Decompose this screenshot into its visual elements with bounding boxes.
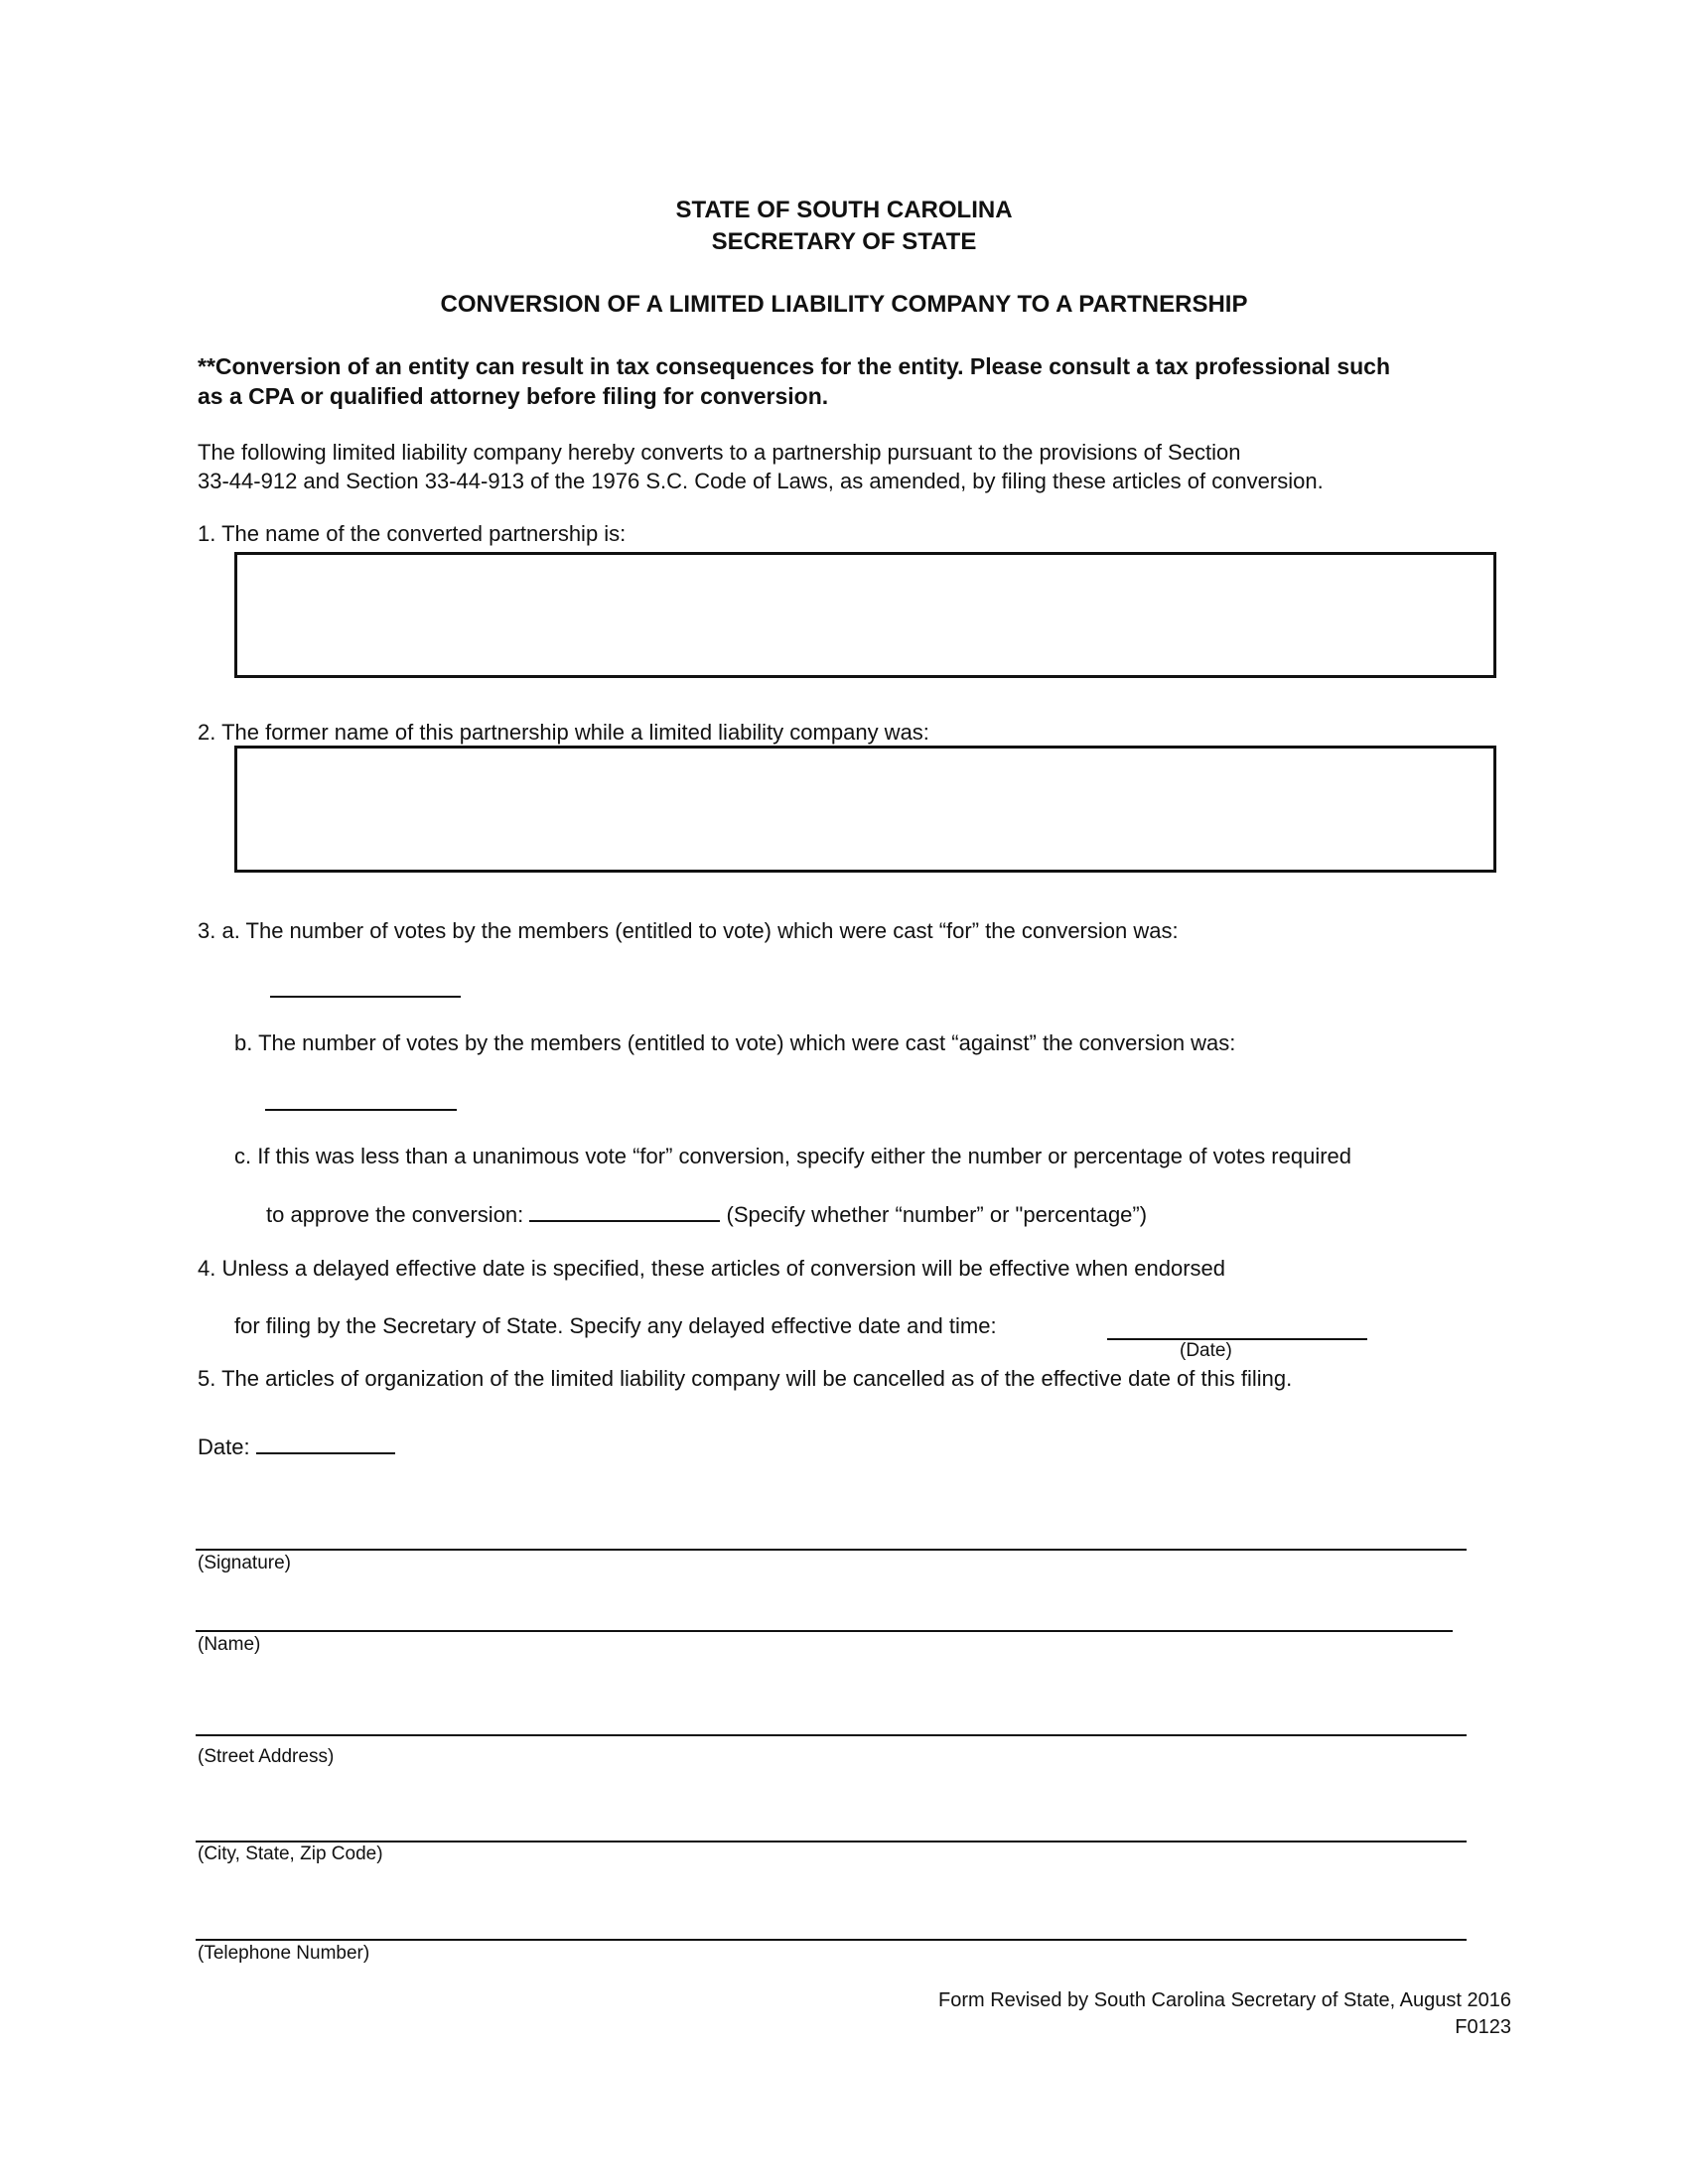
votes-required-field[interactable] bbox=[529, 1200, 720, 1222]
item5-label: 5. The articles of organization of the limited liability company will be cancelled as of the effective date of this filing. bbox=[198, 1366, 1293, 1391]
name-caption: (Name) bbox=[198, 1634, 261, 1655]
item3c-line2 bbox=[266, 1200, 1147, 1228]
item1-label: 1. The name of the converted partnership is: bbox=[198, 521, 627, 546]
date-caption: (Date) bbox=[1180, 1340, 1232, 1361]
city-state-zip-caption: (City, State, Zip Code) bbox=[198, 1843, 383, 1864]
intro-line1: The following limited liability company hereby converts to a partnership pursuant to the provisions of Section bbox=[198, 440, 1241, 465]
item3c-line1: c. If this was less than a unanimous vote “for” conversion, specify either the number or percentage of votes required bbox=[234, 1144, 1352, 1168]
votes-against-field[interactable] bbox=[265, 1109, 457, 1111]
item4-line2: for filing by the Secretary of State. Specify any delayed effective date and time: bbox=[234, 1313, 997, 1338]
name-field[interactable] bbox=[196, 1630, 1453, 1632]
telephone-caption: (Telephone Number) bbox=[198, 1943, 370, 1964]
votes-for-field[interactable] bbox=[270, 996, 461, 998]
street-address-caption: (Street Address) bbox=[198, 1746, 335, 1767]
item3c-prefix: to approve the conversion: bbox=[266, 1202, 524, 1227]
form-title: CONVERSION OF A LIMITED LIABILITY COMPANY TO A PARTNERSHIP bbox=[440, 291, 1248, 318]
delayed-effective-date-field[interactable] bbox=[1107, 1338, 1367, 1340]
tax-warning-line1: **Conversion of an entity can result in tax consequences for the entity. Please consult a tax professional such bbox=[198, 353, 1391, 379]
footer-form-number: F0123 bbox=[1455, 2016, 1511, 2038]
converted-partnership-name-field[interactable] bbox=[234, 552, 1496, 678]
header-state: STATE OF SOUTH CAROLINA bbox=[675, 197, 1013, 223]
intro-line2: 33-44-912 and Section 33-44-913 of the 1976 S.C. Code of Laws, as amended, by filing these articles of conversion. bbox=[198, 469, 1324, 493]
signature-caption: (Signature) bbox=[198, 1553, 291, 1573]
tax-warning-line2: as a CPA or qualified attorney before filing for conversion. bbox=[198, 383, 829, 409]
signature-field[interactable] bbox=[196, 1549, 1467, 1551]
date-label-text: Date: bbox=[198, 1434, 250, 1459]
item3a-label: 3. a. The number of votes by the members (entitled to vote) which were cast “for” the conversion was: bbox=[198, 918, 1179, 943]
header-office: SECRETARY OF STATE bbox=[711, 228, 977, 255]
item3b-label: b. The number of votes by the members (entitled to vote) which were cast “against” the conversion was: bbox=[234, 1030, 1236, 1055]
street-address-field[interactable] bbox=[196, 1734, 1467, 1736]
footer-revised: Form Revised by South Carolina Secretary of State, August 2016 bbox=[938, 1989, 1511, 2011]
city-state-zip-field[interactable] bbox=[196, 1841, 1467, 1843]
item2-label: 2. The former name of this partnership while a limited liability company was: bbox=[198, 720, 929, 745]
item4-line1: 4. Unless a delayed effective date is specified, these articles of conversion will be effective when endorsed bbox=[198, 1256, 1225, 1281]
former-llc-name-field[interactable] bbox=[234, 746, 1496, 873]
item3c-suffix: (Specify whether “number” or "percentage”) bbox=[726, 1202, 1148, 1227]
date-field[interactable] bbox=[256, 1433, 395, 1454]
date-label bbox=[198, 1433, 395, 1460]
telephone-field[interactable] bbox=[196, 1939, 1467, 1941]
